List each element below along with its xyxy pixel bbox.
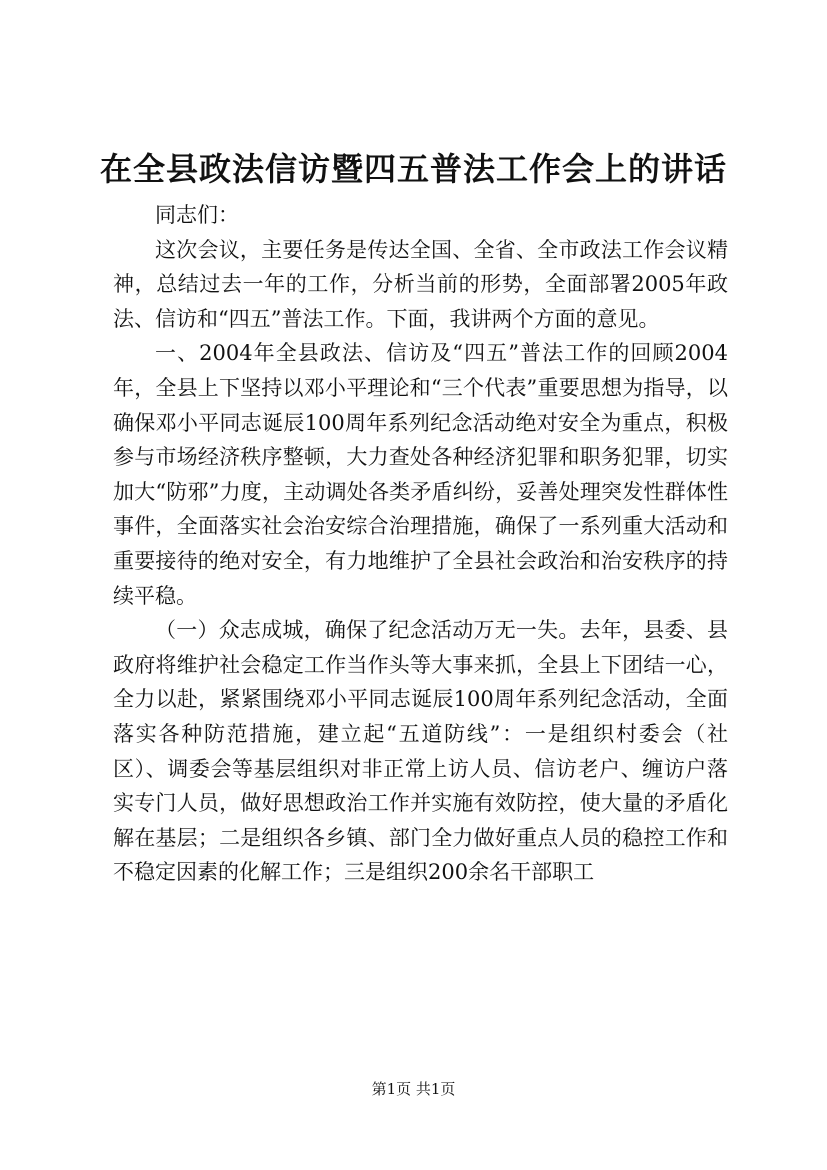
document-title: 在全县政法信访暨四五普法工作会上的讲话 xyxy=(99,150,727,188)
paragraph-intro: 这次会议，主要任务是传达全国、全省、全市政法工作会议精神，总结过去一年的工作，分析当前的形势，全面部署2005年政法、信访和“四五”普法工作。下面，我讲两个方面的意见。 xyxy=(113,237,728,331)
salutation: 同志们： xyxy=(155,203,239,227)
paragraph-section-1: （一）众志成城，确保了纪念活动万无一失。去年，县委、县政府将维护社会稳定工作当作头等大事来抓，全县上下团结一心，全力以赴，紧紧围绕邓小平同志诞辰100周年系列纪念活动，全面落实各种防范措施，建立起“五道防线”：一是组织村委会（社区）、调委会等基层组织对非正常上访人员、信访老户、缠访户落实专门人员，做好思想政治工作并实施有效防控，使大量的矛盾化解在基层；二是组织各乡镇、部门全力做好重点人员的稳控工作和不稳定因素的化解工作；三是组织200余名干部职工 xyxy=(113,618,728,885)
paragraph-review: 一、2004年全县政法、信访及“四五”普法工作的回顾2004年，全县上下坚持以邓小平理论和“三个代表”重要思想为指导，以确保邓小平同志诞辰100周年系列纪念活动绝对安全为重点，积极参与市场经济秩序整顿，大力查处各种经济犯罪和职务犯罪，切实加大“防邪”力度，主动调处各类矛盾纠纷，妥善处理突发性群体性事件，全面落实社会治安综合治理措施，确保了一系列重大活动和重要接待的绝对安全，有力地维护了全县社会政治和治安秩序的持续平稳。 xyxy=(113,341,728,608)
document-body xyxy=(113,198,728,890)
page-footer: 第1页 共1页 xyxy=(371,1080,456,1098)
